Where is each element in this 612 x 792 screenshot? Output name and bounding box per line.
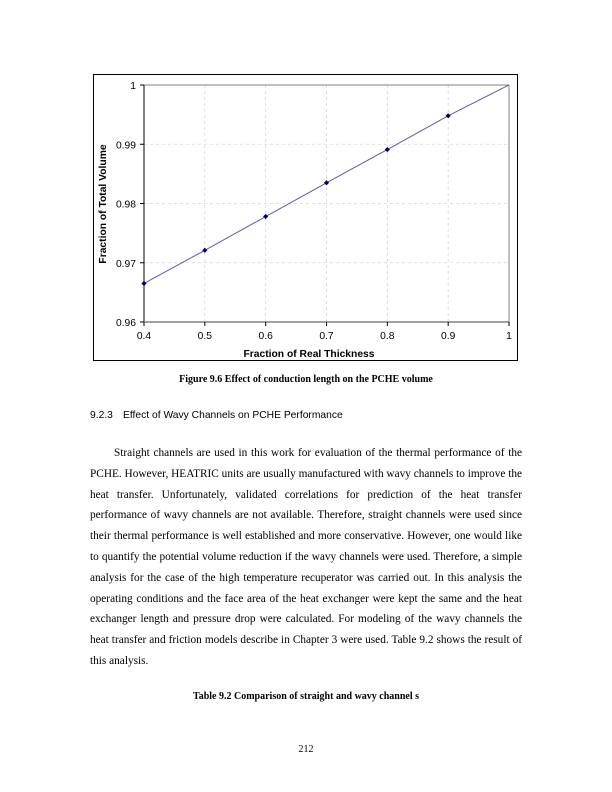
- chart-axes: [140, 85, 509, 326]
- line-chart: [94, 75, 519, 362]
- y-tick-label: 1: [130, 81, 136, 92]
- chart-tick-labels: [116, 81, 512, 342]
- figure-caption: Figure 9.6 Effect of conduction length on the PCHE volume: [179, 374, 433, 385]
- y-tick-label: 0.98: [115, 199, 136, 211]
- x-tick-label: 0.5: [197, 331, 212, 342]
- section-heading: [90, 410, 343, 421]
- page-number: 212: [298, 744, 314, 755]
- chart-gridlines: [144, 85, 509, 322]
- x-tick-label: 1: [506, 331, 512, 342]
- x-tick-label: 0.8: [380, 331, 395, 342]
- x-tick-label: 0.6: [258, 331, 273, 342]
- x-tick-label: 0.9: [441, 331, 456, 342]
- data-point-marker: [263, 214, 268, 219]
- data-point-marker: [446, 113, 451, 118]
- x-tick-label: 0.4: [136, 331, 152, 342]
- section-title: Effect of Wavy Channels on PCHE Performance: [123, 410, 343, 421]
- y-tick-label: 0.99: [115, 140, 136, 152]
- data-point-marker: [324, 180, 329, 185]
- y-tick-label: 0.97: [115, 258, 136, 270]
- y-axis-label: Fraction of Total Volume: [98, 144, 109, 264]
- x-axis-label: Fraction of Real Thickness: [243, 349, 375, 360]
- chart-container: [93, 74, 518, 361]
- x-tick-label: 0.7: [319, 331, 334, 342]
- body-paragraph: Straight channels are used in this work for evaluation of the thermal performance of the PCHE. However, HEATRIC units are usually manufactured with wavy channels to improve the heat transfer. Unfortunately, validated correlations for prediction of the heat transfer performance of wavy channels are not available. Therefore, straight channels were used since their thermal performance is well established and more conservative. However, one would like to quantify the potential volume reduction if the wavy channels were used. Therefore, a simple analysis for the case of the high temperature recuperator was carried out. In this analysis the operating conditions and the face area of the heat exchanger were kept the same and the heat exchanger length and pressure drop were calculated. For modeling of the wavy channels the heat transfer and friction models describe in Chapter 3 were used. Table 9.2 shows the result of this analysis.: [90, 447, 522, 667]
- chart-series: [141, 85, 509, 286]
- data-point-marker: [202, 248, 207, 253]
- section-number: 9.2.3: [90, 410, 113, 421]
- data-point-marker: [141, 281, 146, 286]
- table-caption: Table 9.2 Comparison of straight and wavy channel s: [192, 691, 420, 702]
- data-point-marker: [385, 147, 390, 152]
- y-tick-label: 0.96: [115, 318, 136, 329]
